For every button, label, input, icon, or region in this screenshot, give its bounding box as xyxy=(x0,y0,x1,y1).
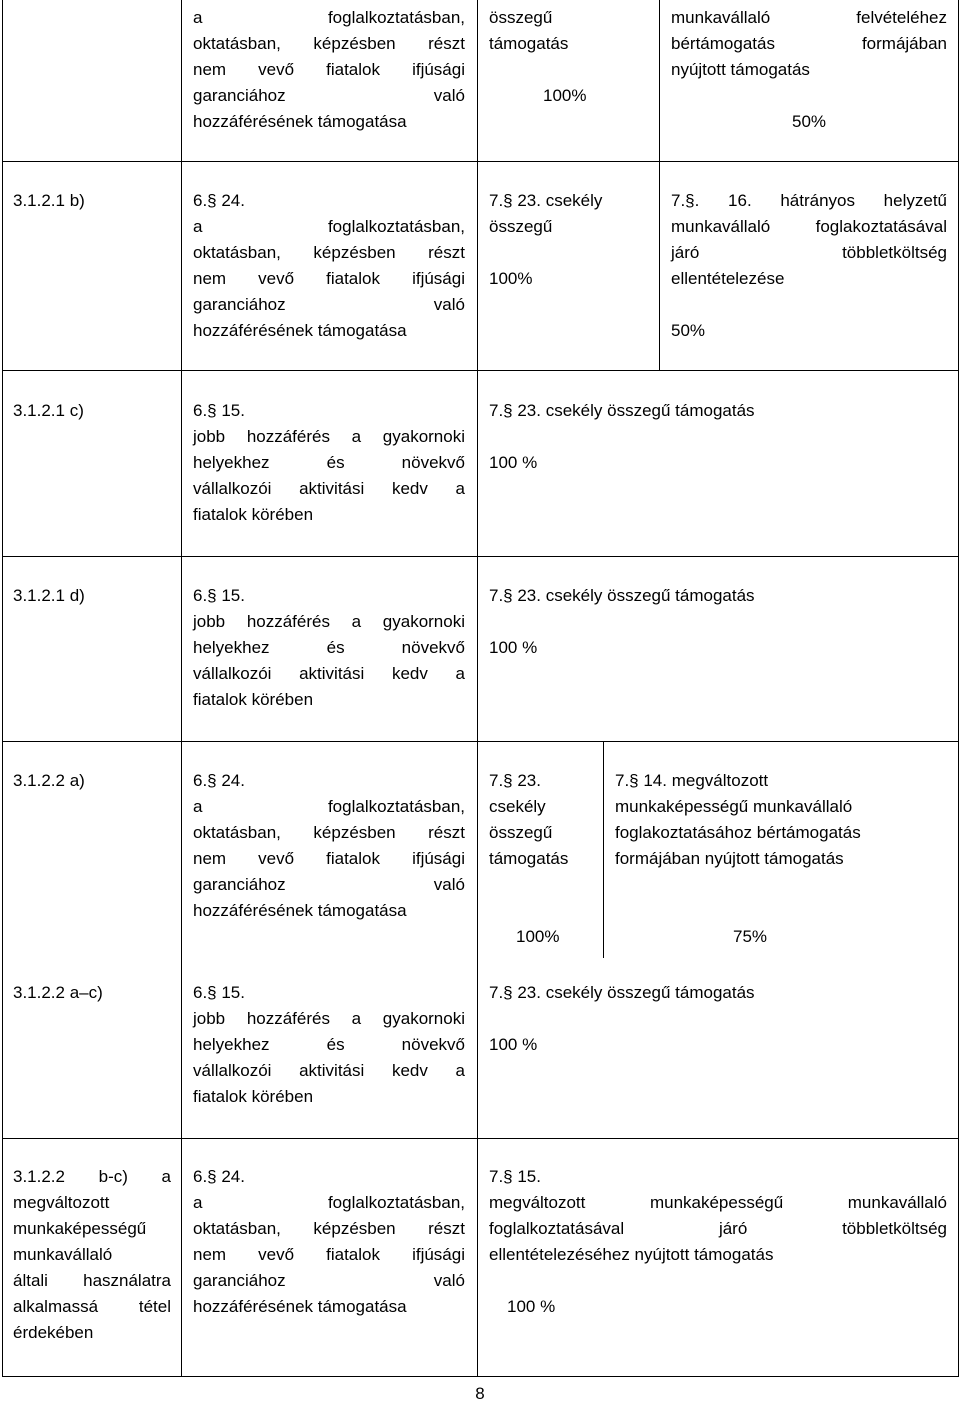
row-divider xyxy=(2,741,958,742)
row-0-aid xyxy=(489,5,649,109)
aid-rate: 100 % xyxy=(489,453,538,472)
row-6-aid xyxy=(489,1164,947,1320)
row-6-code xyxy=(13,1164,171,1346)
text-line: 7.§ 23. csekély xyxy=(489,191,603,210)
row-6-description xyxy=(193,1164,465,1320)
text-line: helyekhez és növekvő xyxy=(193,638,465,657)
row-divider xyxy=(2,1138,958,1139)
text-line: a foglalkoztatásban, xyxy=(193,8,465,27)
section-code: 3.1.2.1 b) xyxy=(13,191,85,210)
extra-rate: 50% xyxy=(791,112,827,131)
row-4-code xyxy=(13,768,173,794)
column-divider xyxy=(477,0,478,1377)
text-line: vállalkozói aktivitási kedv a xyxy=(193,479,465,498)
text-line: nem vevő fiatalok ifjúsági xyxy=(193,849,465,868)
text-line: hozzáférésének támogatása xyxy=(193,112,407,131)
text-line: 6.§ 15. xyxy=(193,586,245,605)
text-line: munkavállaló foglakoztatásával xyxy=(671,217,947,236)
text-line: a foglalkoztatásban, xyxy=(193,797,465,816)
text-line: összegű xyxy=(489,217,553,236)
text-line: összegű xyxy=(489,823,553,842)
column-divider xyxy=(958,0,959,1377)
column-divider xyxy=(659,0,660,161)
aid-rate: 100% xyxy=(489,269,533,288)
text-line: garanciához való xyxy=(193,295,465,314)
text-line xyxy=(489,424,949,450)
text-line: csekély xyxy=(489,797,546,816)
text-line: 6.§ 24. xyxy=(193,1167,245,1186)
text-line: foglalkoztatásával járó többletköltség xyxy=(489,1219,947,1238)
extra-rate: 75% xyxy=(733,927,768,946)
text-line: érdekében xyxy=(13,1323,94,1342)
column-divider xyxy=(181,0,182,1377)
text-line: megváltozott xyxy=(13,1193,110,1212)
text-line: 7.§ 23. csekély összegű támogatás xyxy=(489,401,755,420)
text-line: helyekhez és növekvő xyxy=(193,453,465,472)
text-line xyxy=(615,872,915,898)
row-4-aid xyxy=(489,768,594,950)
row-1-aid xyxy=(489,188,649,292)
text-line: általi használatra xyxy=(13,1271,171,1290)
text-line: oktatásban, képzésben részt xyxy=(193,1219,465,1238)
text-line: garanciához való xyxy=(193,1271,465,1290)
text-line: vállalkozói aktivitási kedv a xyxy=(193,664,465,683)
text-line: jobb hozzáférés a gyakornoki xyxy=(193,427,465,446)
row-5-aid xyxy=(489,980,949,1058)
row-divider xyxy=(2,161,958,162)
extra-rate: 50% xyxy=(671,321,706,340)
text-line: 7.§ 14. megváltozott xyxy=(615,771,769,790)
text-line: fiatalok körében xyxy=(193,505,314,524)
text-line xyxy=(489,609,949,635)
text-line xyxy=(489,1006,949,1032)
text-line: oktatásban, képzésben részt xyxy=(193,823,465,842)
text-line: fiatalok körében xyxy=(193,1087,314,1106)
text-line: hozzáférésének támogatása xyxy=(193,321,407,340)
text-line: nem vevő fiatalok ifjúsági xyxy=(193,269,465,288)
text-line: jobb hozzáférés a gyakornoki xyxy=(193,612,465,631)
column-divider xyxy=(659,161,660,370)
text-line xyxy=(489,898,594,924)
aid-rate: 100 % xyxy=(489,1035,538,1054)
text-line: garanciához való xyxy=(193,875,465,894)
text-line: fiatalok körében xyxy=(193,690,314,709)
row-1-code xyxy=(13,188,173,214)
aid-rate: 100 % xyxy=(489,638,538,657)
text-line: 6.§ 15. xyxy=(193,401,245,420)
text-line xyxy=(489,872,594,898)
aid-rate: 100% xyxy=(516,927,560,946)
text-line: összegű xyxy=(489,8,553,27)
text-line: vállalkozói aktivitási kedv a xyxy=(193,1061,465,1080)
row-0-description xyxy=(193,5,465,135)
text-line: 6.§ 15. xyxy=(193,983,245,1002)
text-line: alkalmassá tétel xyxy=(13,1297,171,1316)
row-divider xyxy=(2,370,958,371)
text-line: hozzáférésének támogatása xyxy=(193,901,407,920)
row-5-description xyxy=(193,980,465,1110)
text-line: nem vevő fiatalok ifjúsági xyxy=(193,1245,465,1264)
text-line: a foglalkoztatásban, xyxy=(193,217,465,236)
text-line: megváltozott munkaképességű munkavállaló xyxy=(489,1193,947,1212)
text-line: támogatás xyxy=(489,34,569,53)
aid-rate: 100% xyxy=(543,86,587,105)
text-line: foglakoztatásához bértámogatás xyxy=(615,823,861,842)
text-line: 7.§. 16. hátrányos helyzetű xyxy=(671,191,947,210)
text-line xyxy=(615,898,915,924)
text-line: támogatás xyxy=(489,849,569,868)
text-line: 7.§ 23. csekély összegű támogatás xyxy=(489,983,755,1002)
text-line: 6.§ 24. xyxy=(193,771,245,790)
column-divider xyxy=(603,741,604,958)
text-line: hozzáférésének támogatása xyxy=(193,1297,407,1316)
row-1-extra xyxy=(671,188,947,344)
row-4-description xyxy=(193,768,465,924)
text-line xyxy=(671,292,947,318)
section-code: 3.1.2.1 c) xyxy=(13,401,84,420)
text-line: garanciához való xyxy=(193,86,465,105)
text-line: 7.§ 23. csekély összegű támogatás xyxy=(489,586,755,605)
page-number: 8 xyxy=(475,1384,485,1403)
text-line: 7.§ 23. xyxy=(489,771,541,790)
text-line: munkavállaló felvételéhez xyxy=(671,8,947,27)
text-line: jobb hozzáférés a gyakornoki xyxy=(193,1009,465,1028)
row-divider xyxy=(2,556,958,557)
section-code: 3.1.2.1 d) xyxy=(13,586,85,605)
row-2-aid xyxy=(489,398,949,476)
text-line: munkavállaló xyxy=(13,1245,113,1264)
text-line: helyekhez és növekvő xyxy=(193,1035,465,1054)
text-line: járó többletköltség xyxy=(671,243,947,262)
text-line: nyújtott támogatás xyxy=(671,60,810,79)
row-divider xyxy=(2,1376,958,1377)
row-3-code xyxy=(13,583,173,609)
text-line: oktatásban, képzésben részt xyxy=(193,243,465,262)
text-line: a foglalkoztatásban, xyxy=(193,1193,465,1212)
row-5-code xyxy=(13,980,173,1006)
row-1-description xyxy=(193,188,465,344)
text-line: ellentételezéséhez nyújtott támogatás xyxy=(489,1245,774,1264)
row-3-description xyxy=(193,583,465,713)
text-line: 7.§ 15. xyxy=(489,1167,541,1186)
text-line: nem vevő fiatalok ifjúsági xyxy=(193,60,465,79)
text-line: ellentételezése xyxy=(671,269,785,288)
text-line: munkaképességű xyxy=(13,1219,147,1238)
row-2-description xyxy=(193,398,465,528)
section-code: 3.1.2.2 a–c) xyxy=(13,983,103,1002)
row-0-extra xyxy=(671,5,947,135)
text-line xyxy=(489,1268,947,1294)
text-line xyxy=(489,240,649,266)
text-line: 3.1.2.2 b-c) a xyxy=(13,1167,171,1186)
section-code: 3.1.2.2 a) xyxy=(13,771,85,790)
text-line: oktatásban, képzésben részt xyxy=(193,34,465,53)
text-line: munkaképességű munkavállaló xyxy=(615,797,853,816)
row-4-extra xyxy=(615,768,915,950)
text-line xyxy=(671,83,947,109)
text-line: 6.§ 24. xyxy=(193,191,245,210)
row-3-aid xyxy=(489,583,949,661)
row-2-code xyxy=(13,398,173,424)
text-line xyxy=(489,57,649,83)
column-divider xyxy=(2,0,3,1377)
text-line: formájában nyújtott támogatás xyxy=(615,849,844,868)
aid-rate: 100 % xyxy=(507,1297,556,1316)
text-line: bértámogatás formájában xyxy=(671,34,947,53)
